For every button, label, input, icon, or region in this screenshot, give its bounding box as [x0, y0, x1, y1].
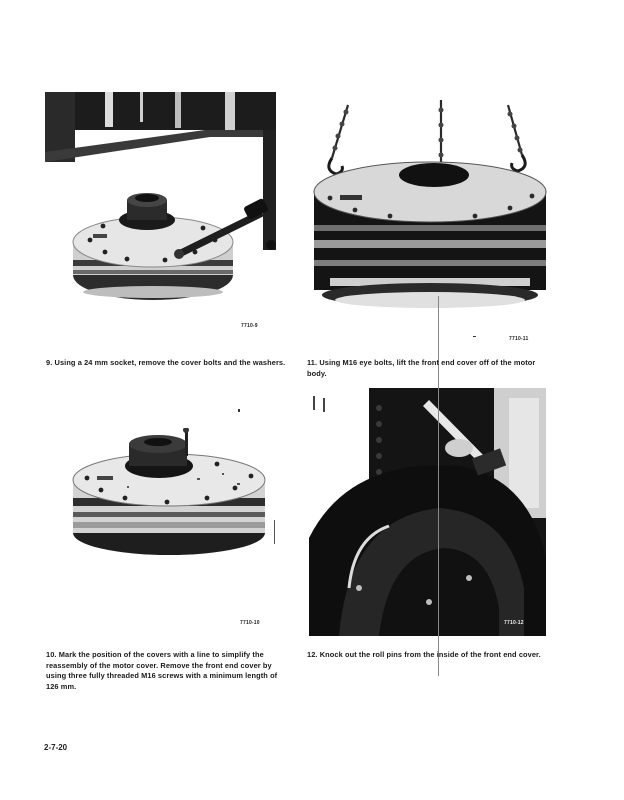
photo-mark-cover-position	[67, 428, 273, 568]
photo-knock-out-roll-pins-image	[309, 388, 546, 636]
photo-lift-front-end-cover	[310, 100, 548, 314]
scan-speck-2	[473, 336, 476, 337]
photo-mark-cover-position-image	[67, 428, 273, 568]
caption-step-11: 11. Using M16 eye bolts, lift the front end cover off of the motor body.	[307, 358, 536, 378]
photo-lift-front-end-cover-image	[310, 100, 548, 314]
figure-number-10: 7710-10	[240, 620, 260, 626]
scan-speck-1	[238, 409, 240, 412]
caption-step-10: 10. Mark the position of the covers with a line to simplify the reassembly of the motor cover. Remove the front end cover by using three fully threaded M16 screws with a minimum length of 126 mm.	[46, 650, 278, 691]
scan-line	[438, 296, 439, 676]
caption-step-9: 9. Using a 24 mm socket, remove the cover bolts and the washers.	[46, 358, 286, 367]
photo-remove-cover-bolts	[45, 92, 276, 314]
page-number: 2-7-20	[44, 743, 68, 752]
figure-number-12: 7710-12	[504, 620, 524, 626]
scan-speck-3	[274, 520, 275, 544]
figure-number-9: 7710-9	[241, 323, 258, 329]
photo-knock-out-roll-pins	[309, 388, 546, 636]
figure-number-11: 7710-11	[509, 336, 529, 342]
caption-step-12: 12. Knock out the roll pins from the inside of the front end cover.	[307, 650, 541, 659]
photo-remove-cover-bolts-image	[45, 92, 276, 314]
